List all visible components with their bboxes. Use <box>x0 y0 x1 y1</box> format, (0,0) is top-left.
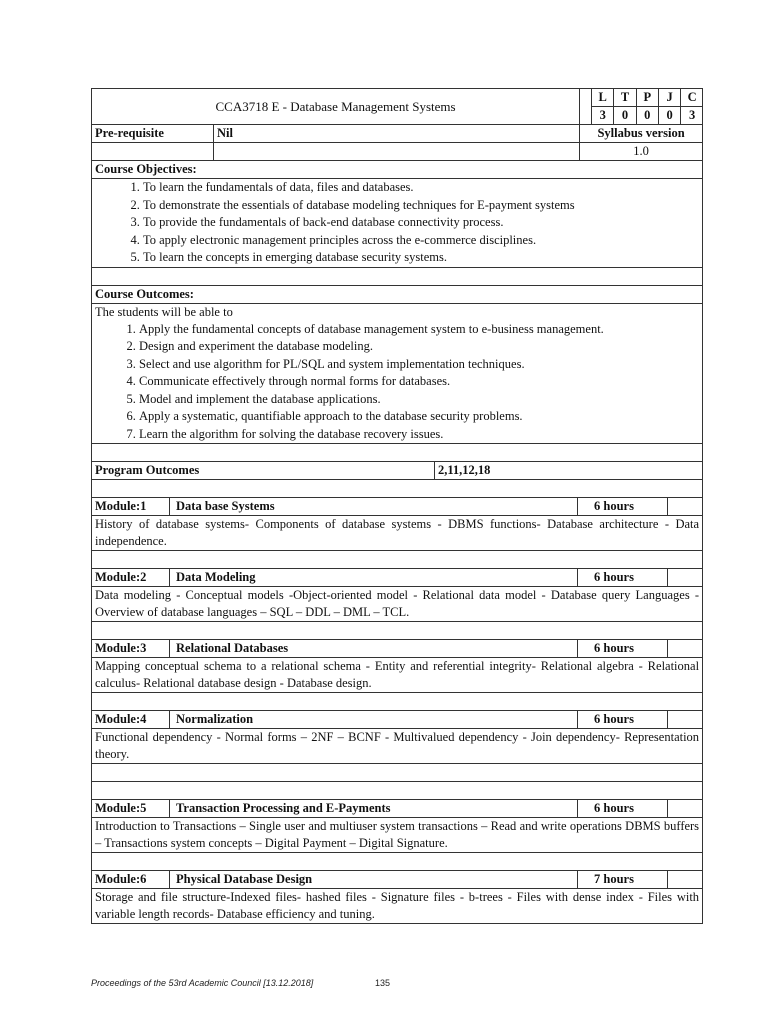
module-4-name: Normalization <box>170 711 578 729</box>
ltpjc-value-j: 0 <box>658 107 680 125</box>
module-1-name: Data base Systems <box>170 498 578 516</box>
spacer-row <box>92 267 703 285</box>
footer-text: Proceedings of the 53rd Academic Council [13.12.2018] <box>91 978 314 988</box>
module-6-name: Physical Database Design <box>170 871 578 889</box>
spacer-row <box>92 480 703 498</box>
course-outcomes-list-cell <box>92 303 703 444</box>
ltpjc-header-p: P <box>636 89 658 107</box>
prerequisite-label: Pre-requisite <box>92 125 214 143</box>
outcome-item: 6. Apply a systematic, quantifiable approach to the database security problems. <box>139 408 699 426</box>
prerequisite-value: Nil <box>214 125 580 143</box>
module-5-name: Transaction Processing and E-Payments <box>170 800 578 818</box>
objective-item: 3. To provide the fundamentals of back-end database connectivity process. <box>143 214 699 232</box>
spacer-row <box>92 782 703 800</box>
module-5-hours: 6 hours <box>578 800 668 818</box>
module-6-content: Storage and file structure-Indexed files- hashed files - Signature files - b-trees - Files with dense index - Files with variable length records- Database efficiency and tuning. <box>92 889 703 924</box>
page-number: 135 <box>375 978 391 988</box>
empty-cell <box>668 800 703 818</box>
ltpjc-block <box>580 89 703 125</box>
empty-cell <box>668 871 703 889</box>
ltpjc-header-t: T <box>614 89 636 107</box>
module-4-hours: 6 hours <box>578 711 668 729</box>
empty-cell <box>668 569 703 587</box>
module-5-content: Introduction to Transactions – Single user and multiuser system transactions – Read and write operations DBMS buffers – Transactions system concepts – Digital Payment – Digital Signature. <box>92 818 703 853</box>
spacer-row <box>92 551 703 569</box>
outcome-item: 4. Communicate effectively through normal forms for databases. <box>139 373 699 391</box>
page-footer <box>91 978 391 988</box>
program-outcomes-label: Program Outcomes <box>92 462 435 480</box>
outcome-item: 5. Model and implement the database applications. <box>139 391 699 409</box>
module-2-label: Module:2 <box>92 569 170 587</box>
ltpjc-header-j: J <box>658 89 680 107</box>
outcome-item: 3. Select and use algorithm for PL/SQL and system implementation techniques. <box>139 356 699 374</box>
module-3-content: Mapping conceptual schema to a relational schema - Entity and referential integrity- Relational algebra - Relational calculus- Relational database design - Database design. <box>92 658 703 693</box>
outcome-item: 1. Apply the fundamental concepts of database management system to e-business management. <box>139 321 699 339</box>
module-1-hours: 6 hours <box>578 498 668 516</box>
syllabus-version-value: 1.0 <box>580 143 703 161</box>
ltpjc-value-t: 0 <box>614 107 636 125</box>
empty-cell <box>214 143 580 161</box>
course-objectives-list-cell <box>92 179 703 268</box>
module-1-label: Module:1 <box>92 498 170 516</box>
module-4-label: Module:4 <box>92 711 170 729</box>
ltpjc-value-p: 0 <box>636 107 658 125</box>
course-objectives-heading: Course Objectives: <box>92 161 703 179</box>
syllabus-table <box>91 88 703 924</box>
objective-item: 5. To learn the concepts in emerging database security systems. <box>143 249 699 267</box>
syllabus-version-label: Syllabus version <box>580 125 703 143</box>
course-objectives-list <box>95 179 699 267</box>
module-2-hours: 6 hours <box>578 569 668 587</box>
ltpjc-header-l: L <box>592 89 614 107</box>
course-outcomes-intro: The students will be able to <box>95 304 233 319</box>
objective-item: 1. To learn the fundamentals of data, files and databases. <box>143 179 699 197</box>
ltpjc-header-c: C <box>681 89 703 107</box>
ltpjc-value-l: 3 <box>592 107 614 125</box>
spacer-row <box>92 622 703 640</box>
course-outcomes-list <box>95 321 699 444</box>
outcome-item: 2. Design and experiment the database modeling. <box>139 338 699 356</box>
course-title: CCA3718 E - Database Management Systems <box>92 89 580 125</box>
course-outcomes-heading: Course Outcomes: <box>92 285 703 303</box>
outcome-item: 7. Learn the algorithm for solving the database recovery issues. <box>139 426 699 444</box>
empty-cell <box>668 498 703 516</box>
program-outcomes-value: 2,11,12,18 <box>435 462 703 480</box>
module-5-label: Module:5 <box>92 800 170 818</box>
module-1-content: History of database systems- Components of database systems - DBMS functions- Database architecture - Data independence. <box>92 516 703 551</box>
objective-item: 2. To demonstrate the essentials of database modeling techniques for E-payment systems <box>143 197 699 215</box>
ltpjc-value-c: 3 <box>681 107 703 125</box>
module-3-name: Relational Databases <box>170 640 578 658</box>
spacer-row <box>92 853 703 871</box>
spacer-row <box>92 444 703 462</box>
module-2-content: Data modeling - Conceptual models -Object-oriented model - Relational data model - Database query Languages - Overview of database languages – SQL – DDL – DML – TCL. <box>92 587 703 622</box>
module-6-hours: 7 hours <box>578 871 668 889</box>
module-2-name: Data Modeling <box>170 569 578 587</box>
module-3-hours: 6 hours <box>578 640 668 658</box>
spacer-row <box>92 764 703 782</box>
empty-cell <box>668 711 703 729</box>
syllabus-page <box>91 88 702 924</box>
module-6-label: Module:6 <box>92 871 170 889</box>
objective-item: 4. To apply electronic management principles across the e-commerce disciplines. <box>143 232 699 250</box>
spacer-row <box>92 693 703 711</box>
module-4-content: Functional dependency - Normal forms – 2NF – BCNF - Multivalued dependency - Join dependency- Representation theory. <box>92 729 703 764</box>
module-3-label: Module:3 <box>92 640 170 658</box>
empty-cell <box>668 640 703 658</box>
empty-cell <box>92 143 214 161</box>
